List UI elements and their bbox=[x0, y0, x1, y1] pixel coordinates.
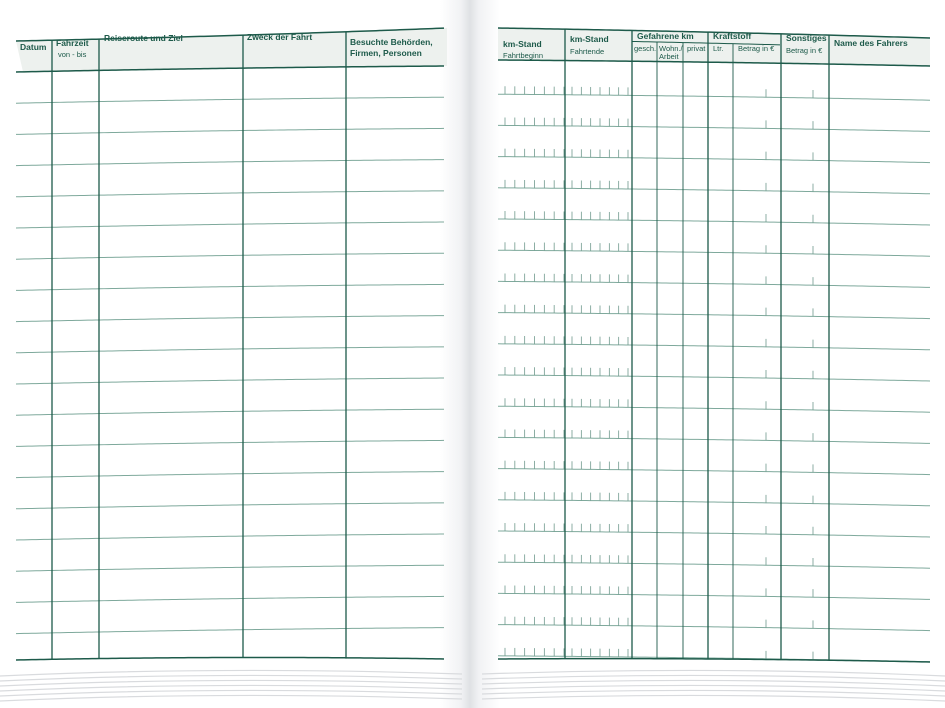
right-row-line bbox=[498, 593, 930, 599]
left-page-grid bbox=[16, 28, 447, 660]
col-route-header: Reiseroute und Ziel bbox=[104, 33, 183, 43]
left-row-line bbox=[16, 347, 444, 353]
left-row-line bbox=[16, 440, 444, 446]
left-row-line bbox=[16, 284, 444, 290]
right-row-line bbox=[498, 437, 930, 443]
right-row-line bbox=[498, 125, 930, 131]
col-other-amount: Betrag in € bbox=[786, 46, 823, 55]
right-row-line bbox=[498, 500, 930, 506]
col-visited-header-line2: Firmen, Personen bbox=[350, 48, 422, 58]
col-driven-commute-2: Arbeit bbox=[659, 52, 679, 61]
right-row-line bbox=[498, 375, 930, 381]
right-row-line bbox=[498, 188, 930, 194]
left-row-line bbox=[16, 534, 444, 540]
left-row-line bbox=[16, 378, 444, 384]
right-row-line bbox=[498, 469, 930, 475]
right-row-line bbox=[498, 313, 930, 319]
right-row-line bbox=[498, 219, 930, 225]
left-row-line bbox=[16, 596, 444, 602]
left-row-line bbox=[16, 472, 444, 478]
col-fuel-amount: Betrag in € bbox=[738, 44, 775, 53]
right-row-line bbox=[498, 344, 930, 350]
left-row-line bbox=[16, 565, 444, 571]
right-row-line bbox=[498, 531, 930, 537]
left-row-line bbox=[16, 97, 444, 103]
right-row-line bbox=[498, 406, 930, 412]
col-driven-header: Gefahrene km bbox=[637, 31, 694, 41]
col-km-end-sub: Fahrtende bbox=[570, 47, 605, 56]
paper-edge-left bbox=[0, 695, 462, 701]
col-driven-commute-1: Wohn./ bbox=[659, 44, 683, 53]
right-page-grid bbox=[498, 28, 930, 662]
col-other-header: Sonstiges bbox=[786, 33, 827, 43]
col-visited-header: Besuchte Behörden, bbox=[350, 37, 433, 47]
left-row-line bbox=[16, 128, 444, 134]
col-drive-time-sub: von - bis bbox=[58, 50, 87, 59]
col-drive-time-header: Fahrzeit bbox=[56, 38, 89, 48]
right-bottom-border bbox=[498, 659, 930, 662]
paper-edge-right bbox=[482, 695, 945, 701]
left-row-line bbox=[16, 222, 444, 228]
col-fuel-liters: Ltr. bbox=[713, 44, 724, 53]
col-driver-header: Name des Fahrers bbox=[834, 38, 908, 48]
right-row-line bbox=[498, 281, 930, 287]
col-km-start-sub: Fahrtbeginn bbox=[503, 51, 544, 60]
col-km-start-header: km-Stand bbox=[503, 39, 542, 49]
col-km-end-header: km-Stand bbox=[570, 34, 609, 44]
left-row-line bbox=[16, 628, 444, 634]
right-row-line bbox=[498, 250, 930, 256]
page-edges bbox=[0, 670, 945, 701]
col-date-header: Datum bbox=[20, 42, 47, 52]
left-row-line bbox=[16, 253, 444, 259]
col-driven-private: privat bbox=[687, 44, 706, 53]
left-row-line bbox=[16, 409, 444, 415]
right-row-line bbox=[498, 94, 930, 100]
right-row-line bbox=[498, 562, 930, 568]
left-bottom-border bbox=[16, 657, 444, 660]
right-row-line bbox=[498, 157, 930, 163]
left-row-line bbox=[16, 191, 444, 197]
left-row-line bbox=[16, 503, 444, 509]
col-purpose-header: Zweck der Fahrt bbox=[247, 32, 313, 42]
left-row-line bbox=[16, 160, 444, 166]
right-row-line bbox=[498, 625, 930, 631]
col-driven-business: gesch. bbox=[634, 44, 657, 53]
col-fuel-header: Kraftstoff bbox=[713, 31, 752, 41]
left-row-line bbox=[16, 316, 444, 322]
